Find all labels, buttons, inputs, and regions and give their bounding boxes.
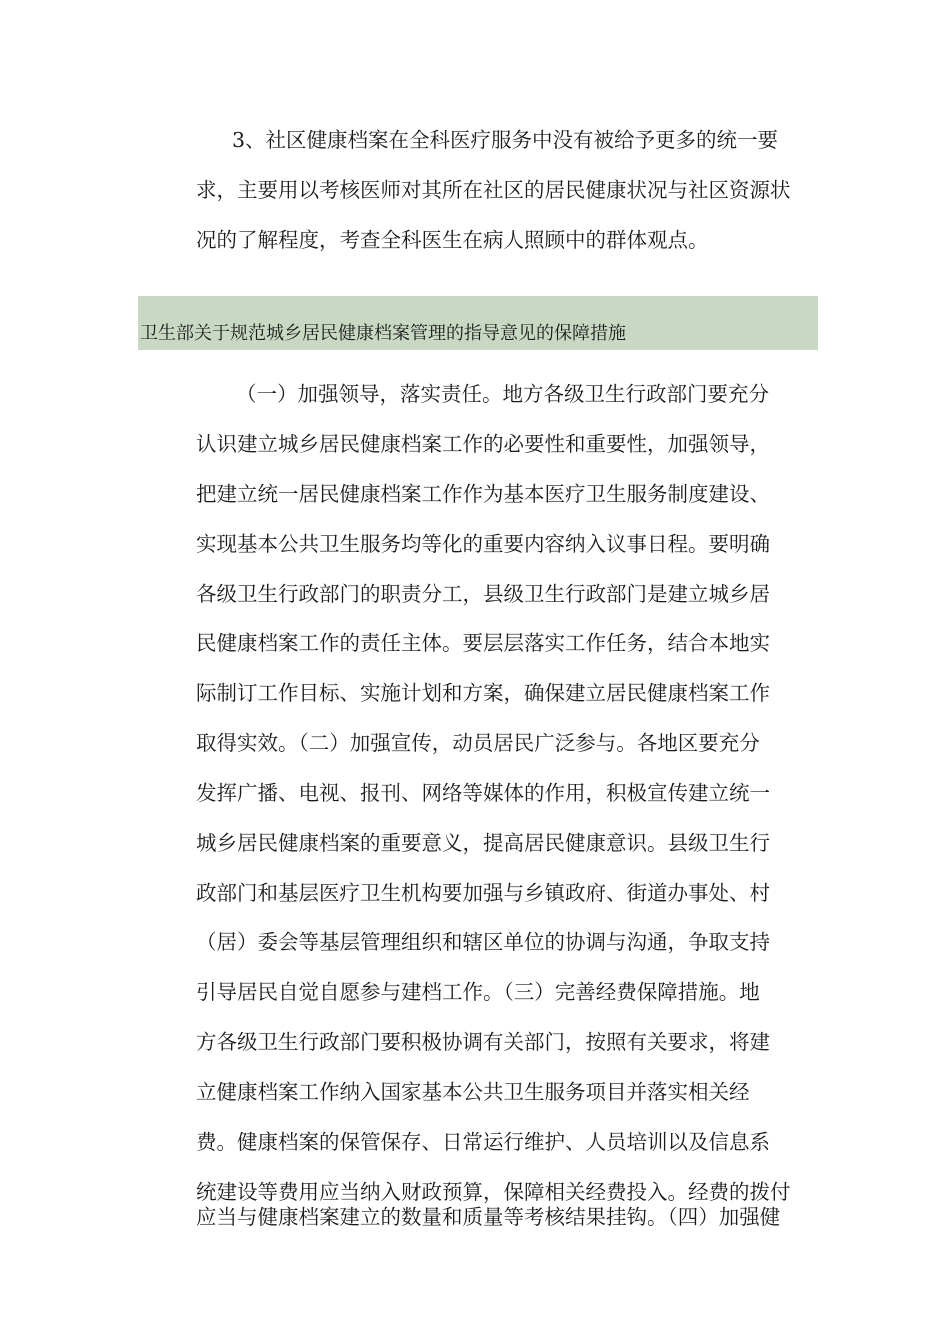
text-line: 求，主要用以考核医师对其所在社区的居民健康状况与社区资源状 <box>196 178 791 202</box>
section-heading: 卫生部关于规范城乡居民健康档案管理的指导意见的保障措施 <box>140 323 626 344</box>
text-line: 政部门和基层医疗卫生机构要加强与乡镇政府、街道办事处、村 <box>196 881 770 905</box>
text-line: 应当与健康档案建立的数量和质量等考核结果挂钩。（四）加强健 <box>196 1205 781 1229</box>
text-line: 取得实效。（二）加强宣传，动员居民广泛参与。各地区要充分 <box>196 731 760 755</box>
text-line: 立健康档案工作纳入国家基本公共卫生服务项目并落实相关经 <box>196 1080 750 1104</box>
text-line: 引导居民自觉自愿参与建档工作。（三）完善经费保障措施。地 <box>196 980 760 1004</box>
text-line: 认识建立城乡居民健康档案工作的必要性和重要性，加强领导， <box>196 432 770 456</box>
text-line: （居）委会等基层管理组织和辖区单位的协调与沟通，争取支持 <box>196 930 770 954</box>
text-line: （一）加强领导，落实责任。地方各级卫生行政部门要充分 <box>236 382 769 406</box>
text-line: 把建立统一居民健康档案工作作为基本医疗卫生服务制度建设、 <box>196 482 770 506</box>
text-line: 实现基本公共卫生服务均等化的重要内容纳入议事日程。要明确 <box>196 532 770 556</box>
text-line: 统建设等费用应当纳入财政预算，保障相关经费投入。经费的拨付 <box>196 1180 791 1204</box>
text-line: 3、社区健康档案在全科医疗服务中没有被给予更多的统一要 <box>232 128 779 152</box>
text-line: 际制订工作目标、实施计划和方案，确保建立居民健康档案工作 <box>196 681 770 705</box>
text-line: 方各级卫生行政部门要积极协调有关部门，按照有关要求，将建 <box>196 1030 770 1054</box>
text-line: 城乡居民健康档案的重要意义，提高居民健康意识。县级卫生行 <box>196 831 770 855</box>
text-line: 各级卫生行政部门的职责分工，县级卫生行政部门是建立城乡居 <box>196 582 770 606</box>
text-line: 民健康档案工作的责任主体。要层层落实工作任务，结合本地实 <box>196 631 770 655</box>
text-line: 发挥广播、电视、报刊、网络等媒体的作用，积极宣传建立统一 <box>196 781 770 805</box>
text-line: 费。健康档案的保管保存、日常运行维护、人员培训以及信息系 <box>196 1130 770 1154</box>
text-line: 况的了解程度，考查全科医生在病人照顾中的群体观点。 <box>196 228 709 252</box>
